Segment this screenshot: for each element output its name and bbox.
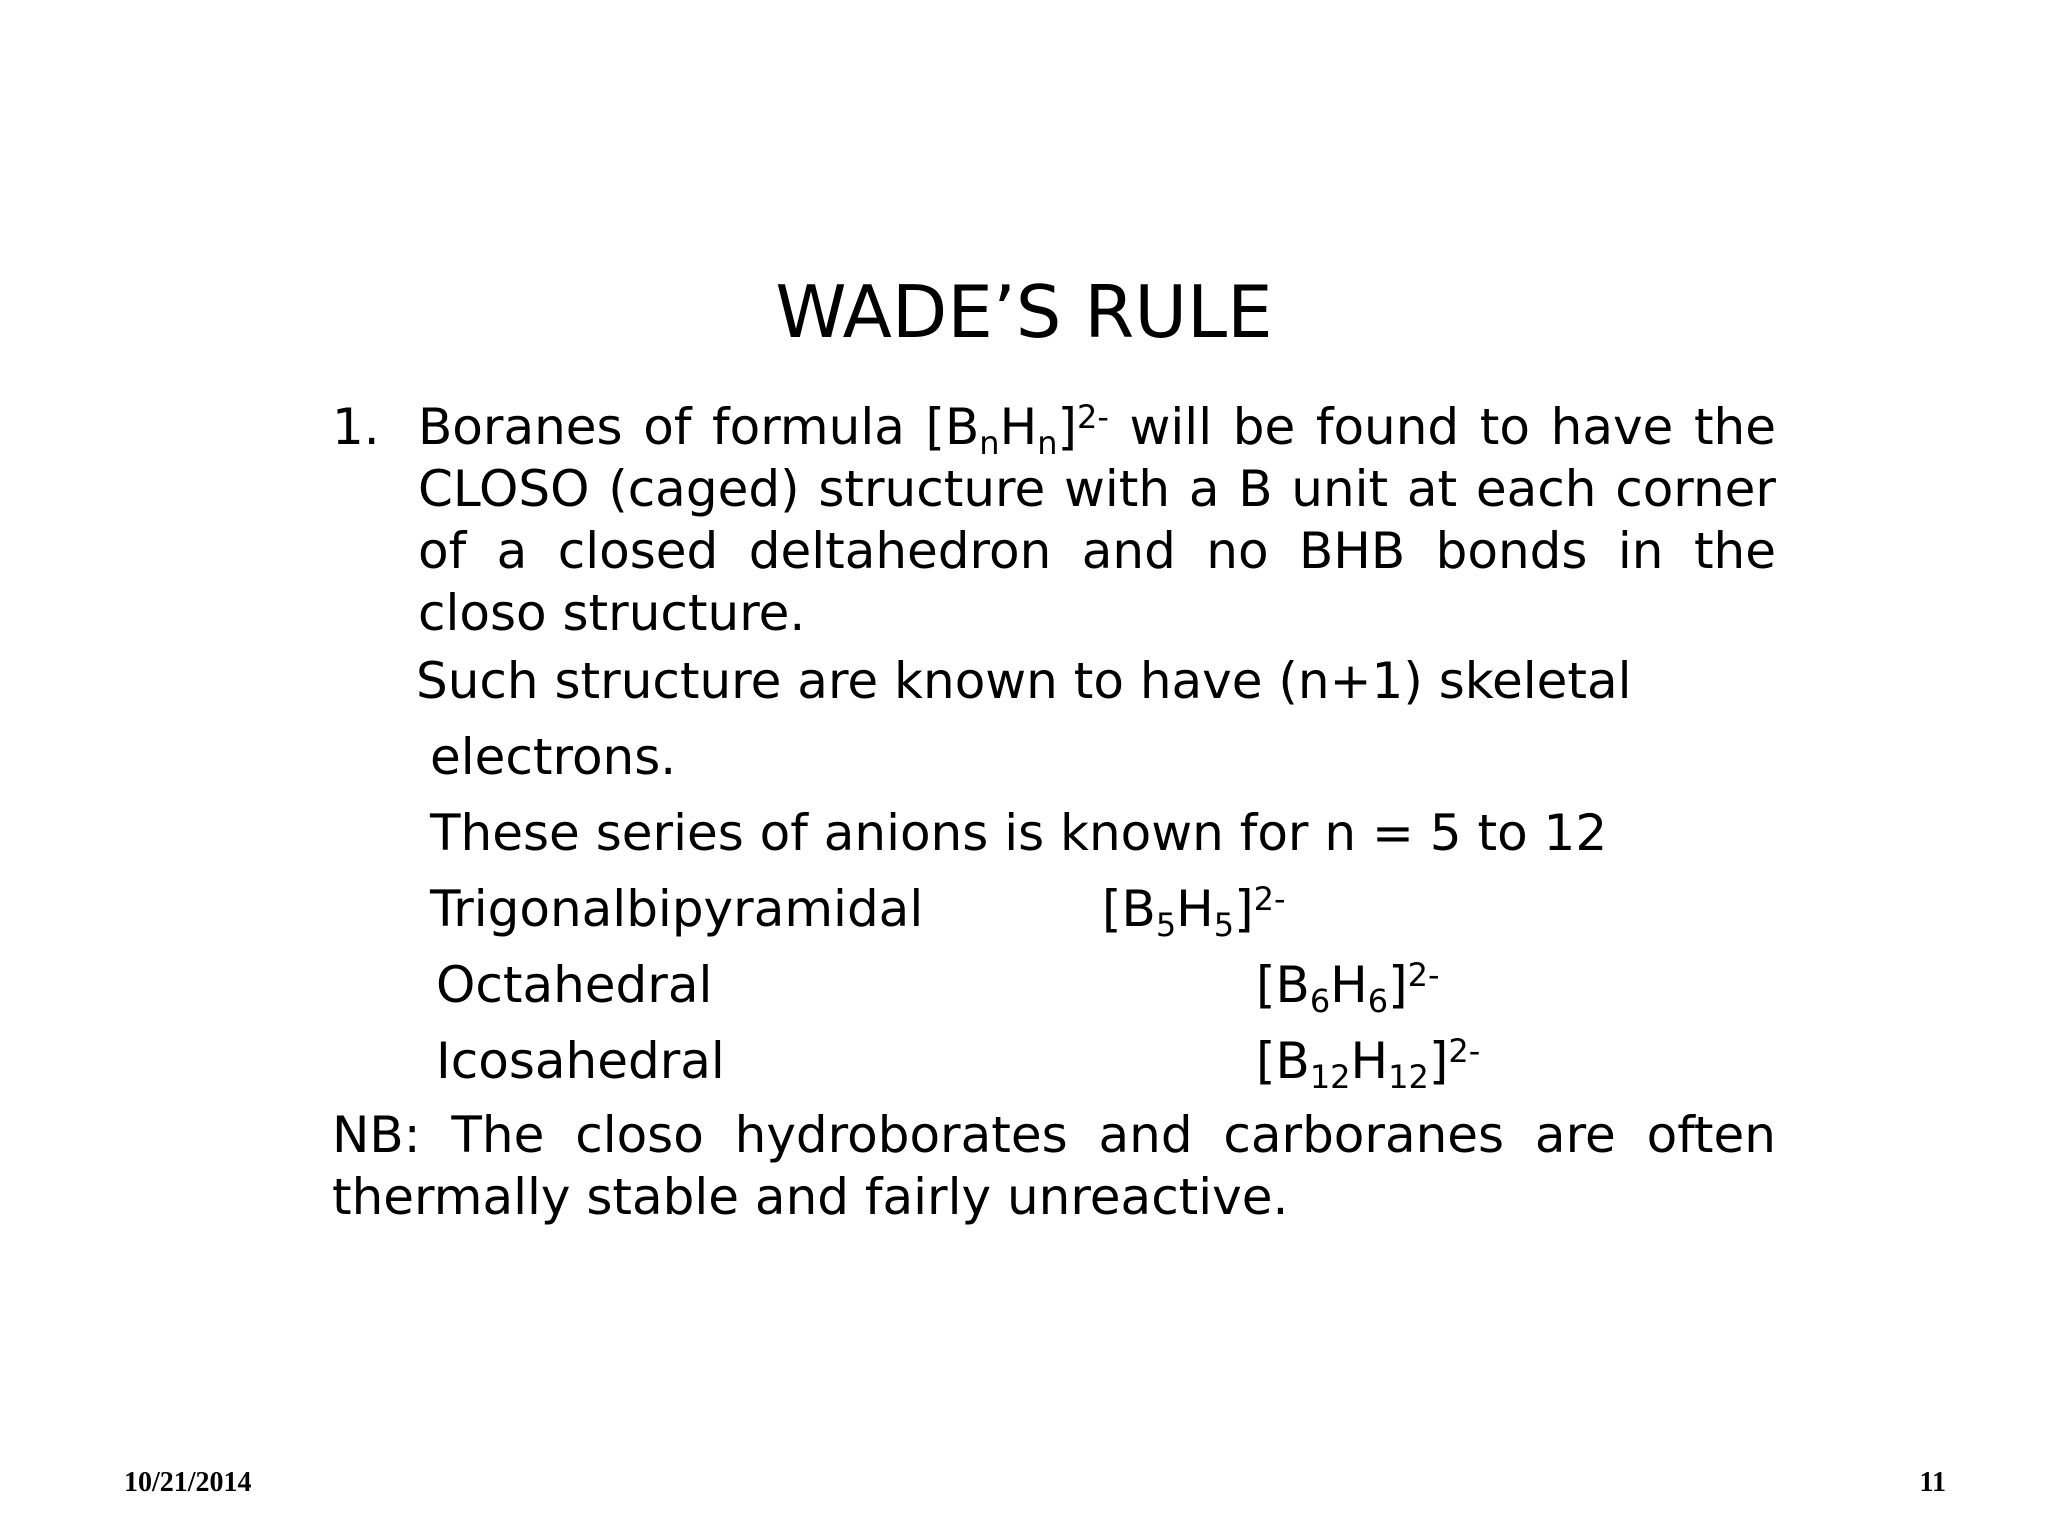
formula-subscript: 6 (1367, 981, 1389, 1020)
formula-charge: 2- (1448, 1032, 1481, 1070)
formula-h: H (1176, 880, 1214, 938)
formula-bracket: ] (1428, 1032, 1449, 1090)
formula-h: H (1350, 1032, 1389, 1090)
borane-formula (1256, 1030, 1481, 1096)
formula-subscript: n (1037, 423, 1058, 462)
skeletal-electrons-line: Such structure are known to have (n+1) skeletal (416, 652, 1632, 710)
anion-series-line: These series of anions is known for n = 5 to 12 (430, 804, 1608, 862)
nb-note: NB: The closo hydroborates and carboranes are often thermally stable and fairly unreactive. (332, 1106, 1776, 1226)
formula-open: [B (1256, 956, 1310, 1014)
formula-charge: 2- (1407, 956, 1440, 994)
slide-title: WADE’S RULE (775, 270, 1273, 354)
formula-subscript: n (979, 423, 1000, 462)
shape-name: Icosahedral (436, 1032, 725, 1090)
formula-charge: 2- (1076, 398, 1109, 436)
point-1-text-after: will be found to have the CLOSO (caged) structure with a B unit at each corner of a closed deltahedron and no BHB bonds in the closo structure. (418, 398, 1776, 642)
formula-subscript: 5 (1213, 905, 1235, 944)
borane-formula (1102, 878, 1286, 944)
formula-open: [B (1102, 880, 1156, 938)
footer-date: 10/21/2014 (124, 1467, 252, 1498)
shape-name: Octahedral (436, 956, 713, 1014)
formula-charge: 2- (1253, 880, 1286, 918)
formula-subscript: 12 (1388, 1057, 1429, 1096)
electrons-line: electrons. (430, 728, 677, 786)
list-number: 1. (332, 398, 380, 456)
point-1-paragraph (418, 396, 1776, 644)
formula-bracket: ] (1057, 398, 1077, 456)
formula-h: H (1330, 956, 1368, 1014)
formula-subscript: 6 (1309, 981, 1331, 1020)
formula-h: H (999, 398, 1038, 456)
formula-subscript: 12 (1309, 1057, 1351, 1096)
borane-formula (1256, 954, 1440, 1020)
formula-subscript: 5 (1155, 905, 1177, 944)
formula-bracket: ] (1234, 880, 1254, 938)
formula-open: [B (1256, 1032, 1310, 1090)
page-number: 11 (1919, 1467, 1946, 1498)
shape-name: Trigonalbipyramidal (430, 880, 924, 938)
formula-bracket: ] (1388, 956, 1408, 1014)
point-1-text-before: Boranes of formula [B (418, 398, 980, 456)
